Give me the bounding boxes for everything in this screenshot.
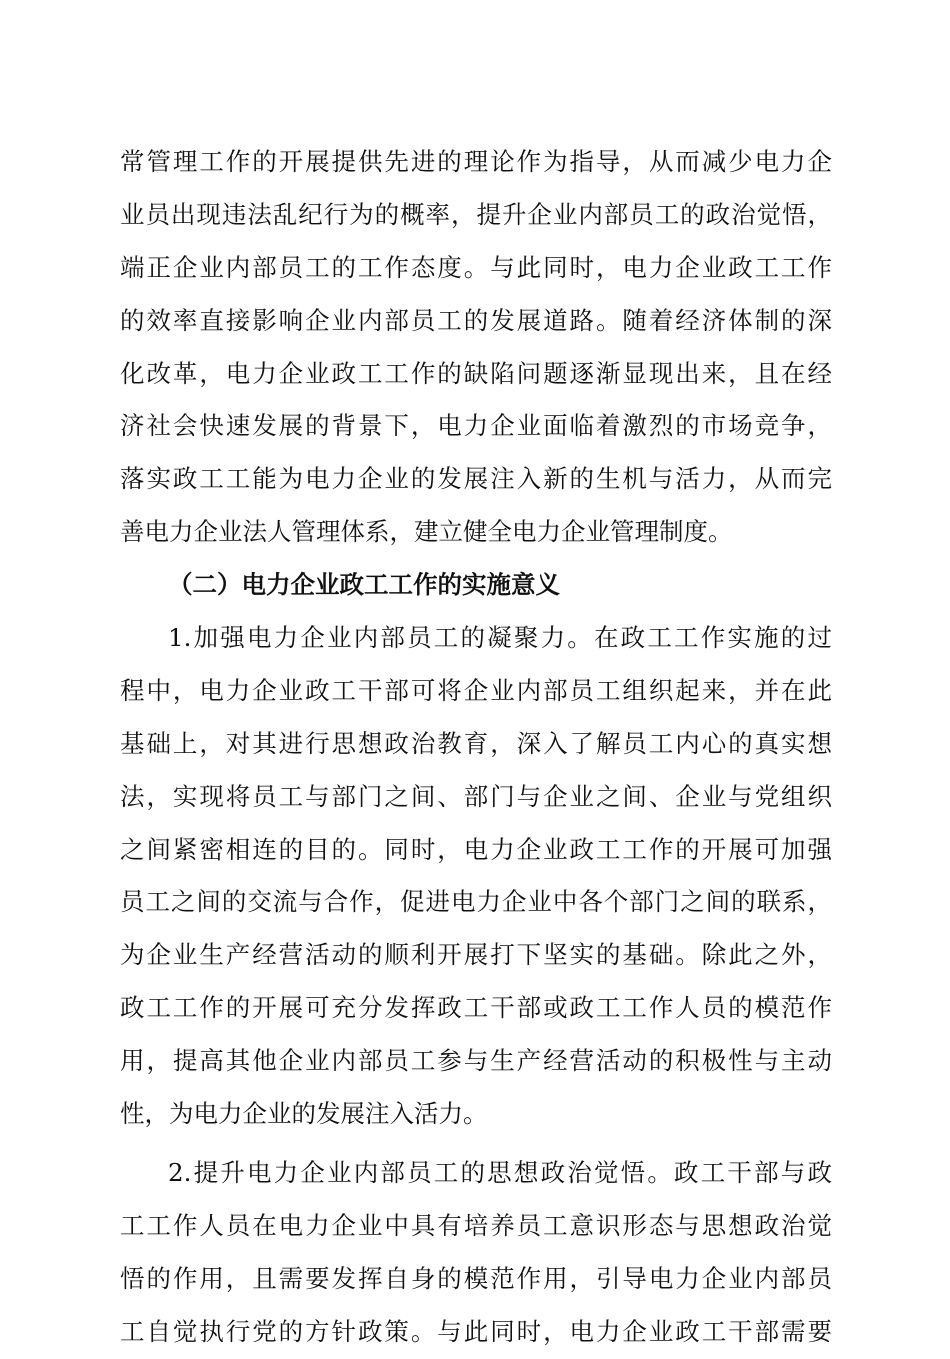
- text-line: 工自觉执行党的方针政策。与此同时，电力企业政工干部需要: [120, 1316, 832, 1346]
- text-line: 常管理工作的开展提供先进的理论作为指导，从而减少电力企: [120, 147, 832, 176]
- text-line: 为企业生产经营活动的顺利开展打下坚实的基础。除此之外，: [120, 940, 832, 970]
- text-line: 用，提高其他企业内部员工参与生产经营活动的积极性与主动: [120, 1046, 832, 1076]
- text-line: 性，为电力企业的发展注入活力。: [120, 1099, 488, 1129]
- text-line: 政工工作的开展可充分发挥政工干部或政工工作人员的模范作: [120, 993, 832, 1023]
- text-line: 悟的作用，且需要发挥自身的模范作用，引导电力企业内部员: [120, 1263, 832, 1293]
- text-line: 2.提升电力企业内部员工的思想政治觉悟。政工干部与政: [168, 1157, 832, 1187]
- text-line: 业员出现违法乱纪行为的概率，提升企业内部员工的政治觉悟，: [120, 199, 832, 229]
- text-line: 基础上，对其进行思想政治教育，深入了解员工内心的真实想: [120, 728, 832, 758]
- text-line: 化改革，电力企业政工工作的缺陷问题逐渐显现出来，且在经: [120, 358, 832, 388]
- paragraph-cohesion: [120, 612, 832, 1141]
- text-line: 程中，电力企业政工干部可将企业内部员工组织起来，并在此: [120, 675, 832, 705]
- document-body: [120, 136, 832, 1358]
- text-line: 工工作人员在电力企业中具有培养员工意识形态与思想政治觉: [120, 1210, 832, 1240]
- text-line: 落实政工工能为电力企业的发展注入新的生机与活力，从而完: [120, 464, 832, 494]
- paragraph-awareness: [120, 1147, 832, 1359]
- text-line: 之间紧密相连的目的。同时，电力企业政工工作的开展可加强: [120, 834, 832, 864]
- text-line: 端正企业内部员工的工作态度。与此同时，电力企业政工工作: [120, 252, 832, 282]
- text-line: 员工之间的交流与合作，促进电力企业中各个部门之间的联系，: [120, 887, 832, 917]
- text-line: 善电力企业法人管理体系，建立健全电力企业管理制度。: [120, 517, 733, 547]
- text-line: 法，实现将员工与部门之间、部门与企业之间、企业与党组织: [120, 781, 832, 811]
- text-line: 的效率直接影响企业内部员工的发展道路。随着经济体制的深: [120, 305, 832, 335]
- section-heading: （二）电力企业政工工作的实施意义: [168, 570, 560, 600]
- paragraph-intro: [120, 136, 832, 559]
- text-line: 济社会快速发展的背景下，电力企业面临着激烈的市场竞争，: [120, 411, 832, 441]
- text-line: 1.加强电力企业内部员工的凝聚力。在政工工作实施的过: [168, 623, 832, 653]
